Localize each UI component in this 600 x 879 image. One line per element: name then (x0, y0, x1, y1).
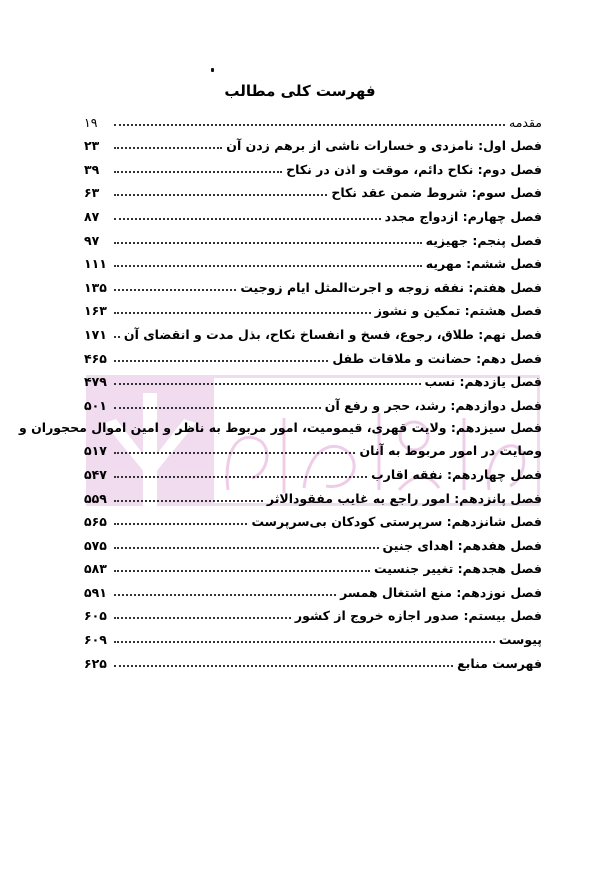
stray-dot-mark (211, 68, 214, 72)
toc-entry-chapter-8[interactable] (84, 295, 542, 319)
toc-entry-label: پیوست (498, 632, 542, 648)
dot-leader (114, 171, 282, 173)
dot-leader (114, 523, 247, 525)
toc-entry-page: ۱۶۳ (84, 303, 107, 319)
toc-entry-page: ۶۲۵ (84, 655, 107, 671)
dot-leader (114, 594, 336, 596)
toc-entry-label: فصل دوازدهم: رشد، حجر و رفع آن (324, 397, 542, 413)
toc-entry-chapter-5[interactable] (84, 224, 542, 248)
toc-entry-chapter-3[interactable] (84, 177, 542, 201)
toc-entry-page: ۶۰۹ (84, 632, 107, 648)
toc-entry-chapter-15[interactable] (84, 482, 542, 506)
toc-entry-label: فصل هفدهم: اهدای جنین (382, 537, 542, 553)
dot-leader (114, 452, 355, 454)
toc-entry-chapter-19[interactable] (84, 576, 542, 600)
toc-entry-page: ۵۰۱ (84, 397, 107, 413)
toc-entry-label: فصل چهاردهم: نفقه اقارب (371, 466, 542, 482)
toc-entry-chapter-16[interactable] (84, 506, 542, 530)
toc-entry-chapter-7[interactable] (84, 271, 542, 295)
toc-entry-label: فصل نوزدهم: منع اشتغال همسر (340, 584, 542, 600)
toc-entry-label: فصل هجدهم: تغییر جنسیت (374, 561, 542, 577)
toc-entry-page: ۶۳ (84, 185, 100, 201)
dot-leader (114, 194, 327, 196)
toc-entry-page: ۵۱۷ (84, 443, 107, 459)
dot-leader (114, 570, 370, 572)
toc-entry-page: ۴۷۹ (84, 374, 107, 390)
toc-entry-page: ۴۶۵ (84, 350, 107, 366)
toc-entry-introduction[interactable] (84, 106, 542, 130)
toc-entry-page: ۵۹۱ (84, 584, 107, 600)
toc-entry-page: ۵۸۳ (84, 561, 107, 577)
toc-entry-page: ۲۳ (84, 138, 100, 154)
toc-entry-page: ۵۴۷ (84, 466, 107, 482)
dot-leader (114, 360, 328, 362)
dot-leader (114, 147, 222, 149)
dot-leader (114, 407, 321, 409)
toc-entry-chapter-12[interactable] (84, 389, 542, 413)
toc-entry-label: فصل هشتم: تمکین و نشوز (374, 303, 542, 319)
toc-entry-page: ۱۹ (84, 114, 98, 130)
table-of-contents (19, 106, 542, 671)
toc-entry-label: فصل هفتم: نفقه زوجه و اجرت‌المثل ایام زوجیت (240, 279, 542, 295)
toc-entry-page: ۵۷۵ (84, 537, 107, 553)
toc-entry-label: فصل دهم: حضانت و ملاقات طفل (332, 350, 542, 366)
dot-leader (114, 218, 381, 220)
toc-entry-page: ۱۷۱ (84, 326, 107, 342)
toc-entry-page: ۹۷ (84, 232, 100, 248)
toc-entry-chapter-9[interactable] (84, 318, 542, 342)
page-title: فهرست کلی مطالب (224, 82, 376, 100)
toc-entry-chapter-1[interactable] (84, 130, 542, 154)
toc-entry-chapter-2[interactable] (84, 153, 542, 177)
toc-entry-label-continued: وصایت در امور مربوط به آنان (359, 443, 542, 459)
toc-entry-chapter-18[interactable] (84, 553, 542, 577)
toc-entry-label: فصل پانزدهم: امور راجع به غایب مفقودالاثر (266, 490, 542, 506)
dot-leader (114, 312, 371, 314)
toc-entry-label: فصل سیزدهم: ولایت قهری، قیمومیت، امور مربوط به ناظر و امین اموال محجوران و (19, 419, 542, 435)
toc-entry-page: ۱۱۱ (84, 256, 107, 272)
toc-entry-label: فهرست منابع (457, 655, 542, 671)
toc-entry-chapter-13-line-1[interactable] (19, 413, 542, 435)
toc-entry-label: فصل پنجم: جهیزیه (425, 232, 542, 248)
toc-entry-chapter-4[interactable] (84, 200, 542, 224)
toc-entry-label: فصل دوم: نکاح دائم، موقت و اذن در نکاح (286, 161, 542, 177)
dot-leader (114, 124, 505, 126)
toc-entry-page: ۳۹ (84, 161, 100, 177)
toc-entry-chapter-6[interactable] (84, 248, 542, 272)
toc-entry-label: فصل سوم: شروط ضمن عقد نکاح (331, 185, 542, 201)
dot-leader (114, 383, 421, 385)
toc-entry-label: فصل اول: نامزدی و خسارات ناشی از برهم زدن آن (226, 138, 542, 154)
toc-entry-chapter-10[interactable] (84, 342, 542, 366)
toc-entry-references[interactable] (84, 647, 542, 671)
toc-entry-label: فصل ششم: مهریه (425, 256, 542, 272)
dot-leader (114, 476, 367, 478)
dot-leader (114, 265, 422, 267)
toc-entry-appendix[interactable] (84, 623, 542, 647)
toc-entry-chapter-20[interactable] (84, 600, 542, 624)
toc-entry-page: ۵۵۹ (84, 490, 107, 506)
dot-leader (114, 500, 263, 502)
toc-entry-label: فصل شانزدهم: سرپرستی کودکان بی‌سرپرست (251, 514, 542, 530)
toc-entry-page: ۱۳۵ (84, 279, 107, 295)
toc-entry-label: فصل نهم: طلاق، رجوع، فسخ و انفساخ نکاح، بذل مدت و انقضای آن (123, 326, 542, 342)
dot-leader (114, 547, 379, 549)
toc-entry-chapter-14[interactable] (84, 458, 542, 482)
toc-entry-label: مقدمه (509, 114, 542, 130)
toc-entry-page: ۶۰۵ (84, 608, 107, 624)
dot-leader (114, 665, 453, 667)
dot-leader (114, 242, 422, 244)
dot-leader (114, 617, 291, 619)
dot-leader (114, 641, 495, 643)
toc-entry-label: فصل چهارم: ازدواج مجدد (384, 208, 542, 224)
toc-entry-label: فصل بیستم: صدور اجازه خروج از کشور (294, 608, 542, 624)
toc-entry-chapter-17[interactable] (84, 529, 542, 553)
toc-entry-page: ۸۷ (84, 208, 100, 224)
dot-leader (114, 336, 120, 338)
dot-leader (114, 289, 236, 291)
toc-entry-page: ۵۶۵ (84, 514, 107, 530)
toc-entry-chapter-11[interactable] (84, 366, 542, 390)
toc-entry-chapter-13-line-2[interactable] (84, 435, 542, 459)
toc-entry-label: فصل یازدهم: نسب (424, 374, 542, 390)
